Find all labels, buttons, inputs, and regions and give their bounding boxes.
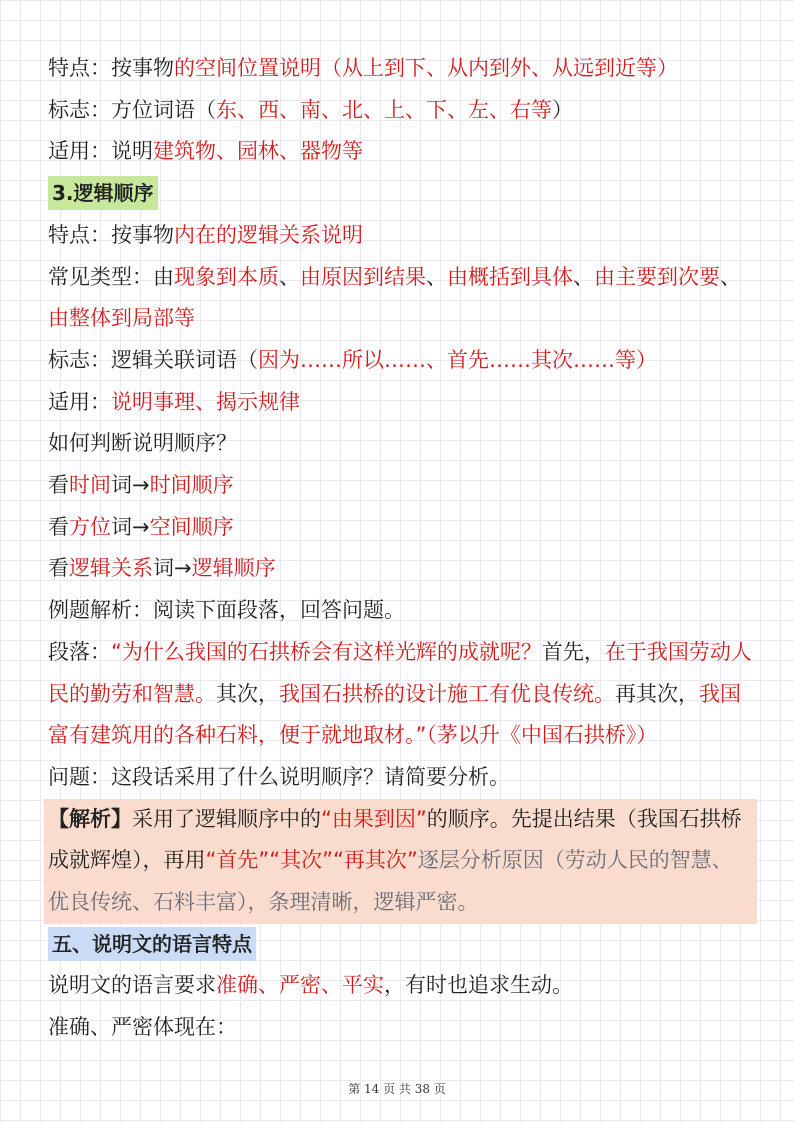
highlight-text: 由主要到次要 [594, 264, 720, 289]
highlight-text: 由原因到结果 [300, 264, 426, 289]
highlight-text: 因为……所以……、首先……其次……等 [258, 347, 636, 372]
logical-feature [48, 215, 753, 257]
judge-rule-time [48, 465, 753, 507]
label-text: 看 [48, 473, 69, 498]
highlight-text: 准确、严密、平实 [216, 973, 384, 998]
label-text: 词→ [153, 556, 192, 581]
label-text: 其次， [216, 681, 279, 706]
precision-intro: 准确、严密体现在： [48, 1015, 237, 1040]
logical-types [48, 257, 753, 340]
label-text: ） [552, 97, 573, 122]
label-text: 特点：按事物 [48, 222, 174, 247]
highlight-text: “为什么我国的石拱桥会有这样光辉的成就呢？ [111, 639, 542, 664]
highlight-text: ） [636, 347, 657, 372]
analysis-label: 【解析】 [48, 806, 132, 831]
label-text: 采用了逻辑顺序中的 [132, 806, 321, 831]
label-text: 标志：方位词语（ [48, 97, 216, 122]
label-text: 、 [720, 264, 741, 289]
label-text: 的顺序。先提出结果（我国石拱桥成就辉煌），再用 [48, 806, 742, 873]
label-text: 看 [48, 556, 69, 581]
highlight-text: 方位 [69, 514, 111, 539]
highlight-text: “由果到因” [321, 806, 427, 831]
label-text: 首先， [541, 639, 605, 664]
page-content [48, 48, 753, 1049]
heading-language-features [48, 924, 753, 966]
label-text: 说明文的语言要求 [48, 973, 216, 998]
highlight-text: 由整体到局部等 [48, 306, 195, 331]
label-text: 、 [279, 264, 300, 289]
logical-marker [48, 340, 753, 382]
highlight-text: 逻辑关系 [69, 556, 153, 581]
logical-usage [48, 382, 753, 424]
highlight-text: 在于我国劳动人民的勤劳和智慧。 [48, 639, 752, 706]
label-text: 词→ [111, 473, 150, 498]
label-text: 看 [48, 514, 69, 539]
highlight-text: 我国富有建筑用的各种石料，便于就地取材。”（茅以升《中国石拱桥》） [48, 681, 741, 748]
gray-text: 逐层分析原因（劳动人民的智慧、优良传统、石料丰富），条理清晰，逻辑严密。 [48, 848, 733, 915]
highlight-text: 时间 [69, 473, 111, 498]
example-intro: 例题解析：阅读下面段落，回答问题。 [48, 598, 405, 623]
label-text: 适用： [48, 389, 111, 414]
label-text: 常见类型：由 [48, 264, 174, 289]
highlight-text: 说明事理、揭示规律 [111, 389, 300, 414]
highlight-text: 由概括到具体 [447, 264, 573, 289]
spatial-marker [48, 90, 753, 132]
highlight-text: 内在的逻辑关系说明 [174, 222, 363, 247]
example-question: 问题：这段话采用了什么说明顺序？请简要分析。 [48, 764, 510, 789]
example-paragraph [48, 632, 753, 757]
label-text: 、 [426, 264, 447, 289]
label-text: 词→ [111, 514, 150, 539]
page-number: 第 14 页 共 38 页 [348, 1082, 446, 1096]
spatial-usage [48, 131, 753, 173]
spatial-feature [48, 48, 753, 90]
label-text: 标志：逻辑关联词语（ [48, 347, 258, 372]
highlight-text: 空间顺序 [149, 514, 234, 539]
highlight-text: 逻辑顺序 [191, 556, 276, 581]
label-text: 段落： [48, 639, 111, 664]
highlight-text: 的空间位置说明（从上到下、从内到外、从远到近等） [174, 56, 678, 80]
highlight-text: 时间顺序 [149, 473, 234, 498]
label-text: ，有时也追求生动。 [384, 973, 573, 998]
highlight-text: 东、西、南、北、上、下、左、右等 [216, 97, 552, 122]
label-text: 再其次， [615, 681, 699, 706]
judge-rule-logic [48, 548, 753, 590]
language-requirement [48, 965, 753, 1007]
analysis-text [48, 799, 753, 924]
section-heading: 3.逻辑顺序 [48, 176, 158, 210]
analysis-box [44, 799, 757, 924]
label-text: 、 [573, 264, 594, 289]
highlight-text: “首先”“其次”“再其次” [205, 848, 418, 873]
label-text: 适用：说明 [48, 139, 153, 164]
highlight-text: 建筑物、园林、器物等 [153, 139, 363, 164]
section-heading: 五、说明文的语言特点 [48, 927, 256, 961]
heading-logical-order [48, 173, 753, 215]
judge-rule-space [48, 507, 753, 549]
label-text: 特点：按事物 [48, 56, 174, 80]
highlight-text: 现象到本质 [174, 264, 279, 289]
judge-question: 如何判断说明顺序？ [48, 431, 237, 456]
highlight-text: 我国石拱桥的设计施工有优良传统。 [279, 681, 615, 706]
